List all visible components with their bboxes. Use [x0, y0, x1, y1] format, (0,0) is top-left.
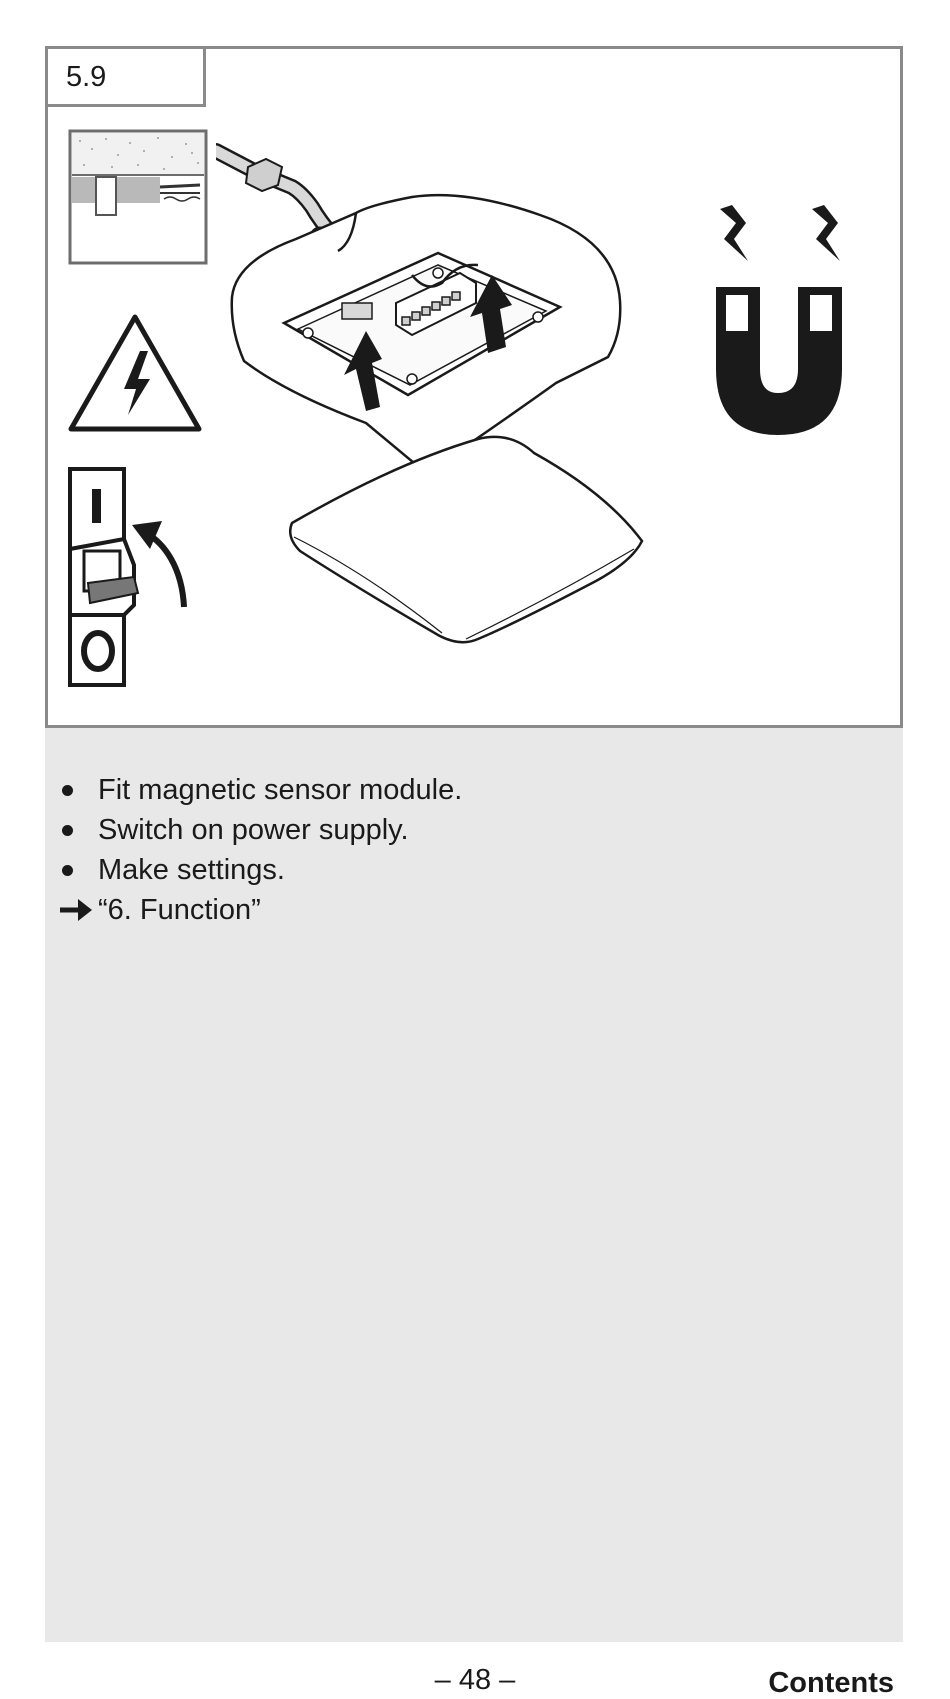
instruction-figure [45, 46, 903, 728]
instruction-list [58, 770, 462, 930]
instruction-text: Switch on power supply. [98, 814, 409, 846]
bullet-icon [62, 785, 73, 796]
list-item [58, 850, 462, 890]
cross-reference-link[interactable]: “6. Function” [98, 894, 261, 926]
instruction-text: Make settings. [98, 854, 285, 886]
page-number: – 48 – [434, 1664, 516, 1696]
step-number-box [48, 49, 206, 107]
electrical-warning-icon [66, 311, 204, 437]
reference-item[interactable] [58, 890, 462, 930]
ceiling-mount-icon [68, 129, 208, 265]
arrow-right-icon [58, 897, 94, 923]
list-item [58, 770, 462, 810]
circuit-breaker-icon [68, 465, 208, 689]
contents-link[interactable]: Contents [768, 1667, 894, 1699]
bullet-icon [62, 865, 73, 876]
list-item [58, 810, 462, 850]
step-number: 5.9 [66, 61, 107, 93]
magnet-icon [712, 199, 852, 439]
magnetic-field-icon [720, 205, 748, 261]
switch-on-mark [92, 489, 101, 523]
bullet-icon [62, 825, 73, 836]
sensor-installation-illustration [216, 133, 776, 689]
instruction-text: Fit magnetic sensor module. [98, 774, 463, 806]
